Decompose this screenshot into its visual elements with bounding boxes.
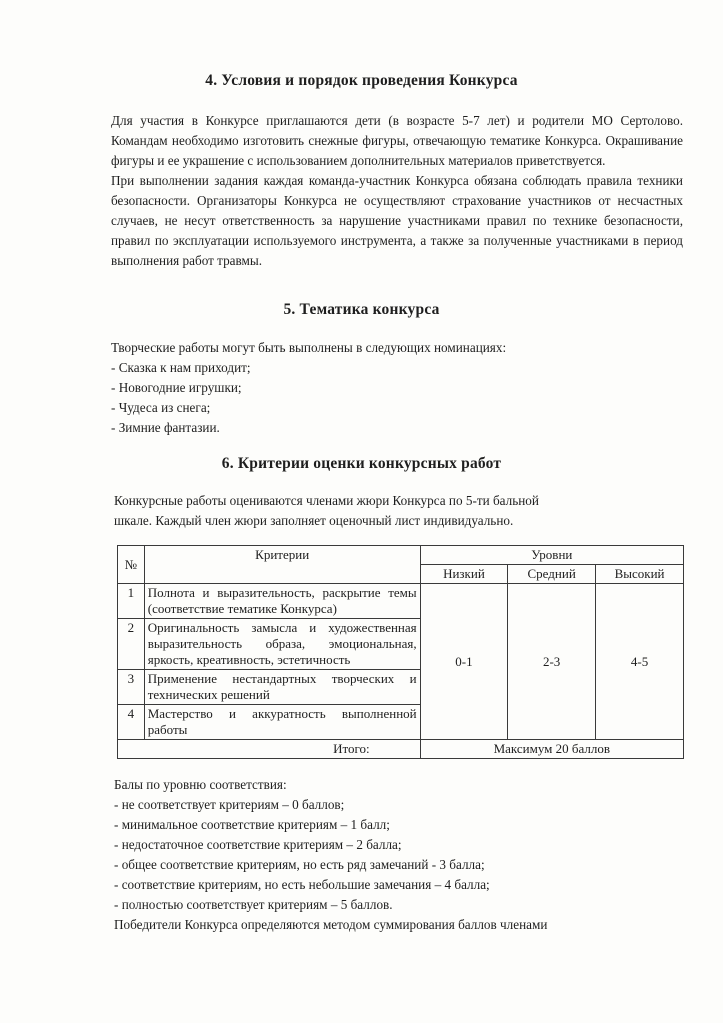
table-header-num: № [118, 546, 145, 584]
row-criteria: Применение нестандартных творческих и технических решений [144, 670, 420, 705]
score-high: 4-5 [596, 584, 684, 740]
section6-heading: 6. Критерии оценки конкурсных работ [221, 455, 502, 472]
section6-text [114, 491, 686, 531]
row-criteria: Оригинальность замысла и художественная выразительность образа, эмоциональная, яркость, креативность, эстетичность [144, 619, 420, 670]
score-mid: 2-3 [508, 584, 596, 740]
section5-text [111, 338, 683, 438]
row-num: 1 [118, 584, 145, 619]
row-criteria: Полнота и выразительность, раскрытие темы (соответствие тематике Конкурса) [144, 584, 420, 619]
section4-para2: При выполнении задания каждая команда-участник Конкурса обязана соблюдать правила техники безопасности. Организаторы Конкурса не осуществляют страхование участников от несчастных случаев, не несут ответственность за нарушение участниками правил по технике безопасности, правил по эксплуатации используемого инструмента, а также за полученные участниками в период выполнения работ травмы. [111, 173, 683, 268]
nomination-item: - Чудеса из снега; [111, 400, 211, 415]
scores-closing: Победители Конкурса определяются методом суммирования баллов членами [114, 917, 548, 932]
section6-intro-line1: Конкурсные работы оцениваются членами жюри Конкурса по 5-ти бальной [114, 493, 539, 508]
table-header-low: Низкий [420, 565, 508, 584]
nomination-item: - Новогодние игрушки; [111, 380, 242, 395]
section5-intro: Творческие работы могут быть выполнены в следующих номинациях: [111, 340, 507, 355]
section4-para1: Для участия в Конкурсе приглашаются дети (в возрасте 5-7 лет) и родители МО Сертолово. Командам необходимо изготовить снежные фигуры, отвечающую тематике Конкурса. Окрашивание фигуры и ее украшение с использованием дополнительных материалов приветствуется. [111, 113, 683, 168]
scores-text [114, 775, 686, 935]
table-header-criteria: Критерии [144, 546, 420, 584]
total-value: Максимум 20 баллов [420, 740, 683, 759]
table-header-levels: Уровни [420, 546, 683, 565]
section6-intro-line2: шкале. Каждый член жюри заполняет оценочный лист индивидуально. [114, 513, 514, 528]
row-criteria: Мастерство и аккуратность выполненной работы [144, 705, 420, 740]
table-header-high: Высокий [596, 565, 684, 584]
nomination-item: - Сказка к нам приходит; [111, 360, 251, 375]
total-label: Итого: [118, 740, 421, 759]
nomination-item: - Зимние фантазии. [111, 420, 220, 435]
score-item: - не соответствует критериям – 0 баллов; [114, 797, 345, 812]
section5-heading: 5. Тематика конкурса [283, 301, 440, 318]
score-item: - общее соответствие критериям, но есть ряд замечаний - 3 балла; [114, 857, 485, 872]
row-num: 2 [118, 619, 145, 670]
section4-text [111, 111, 683, 271]
row-num: 3 [118, 670, 145, 705]
score-low: 0-1 [420, 584, 508, 740]
scores-intro: Балы по уровню соответствия: [114, 777, 287, 792]
section4-heading: 4. Условия и порядок проведения Конкурса [205, 72, 518, 89]
score-item: - соответствие критериям, но есть небольшие замечания – 4 балла; [114, 877, 490, 892]
score-item: - минимальное соответствие критериям – 1 балл; [114, 817, 390, 832]
score-item: - полностью соответствует критериям – 5 баллов. [114, 897, 393, 912]
table-row [118, 584, 684, 619]
criteria-table [117, 545, 684, 759]
row-num: 4 [118, 705, 145, 740]
table-header-mid: Средний [508, 565, 596, 584]
score-item: - недостаточное соответствие критериям – 2 балла; [114, 837, 402, 852]
table-total-row [118, 740, 684, 759]
